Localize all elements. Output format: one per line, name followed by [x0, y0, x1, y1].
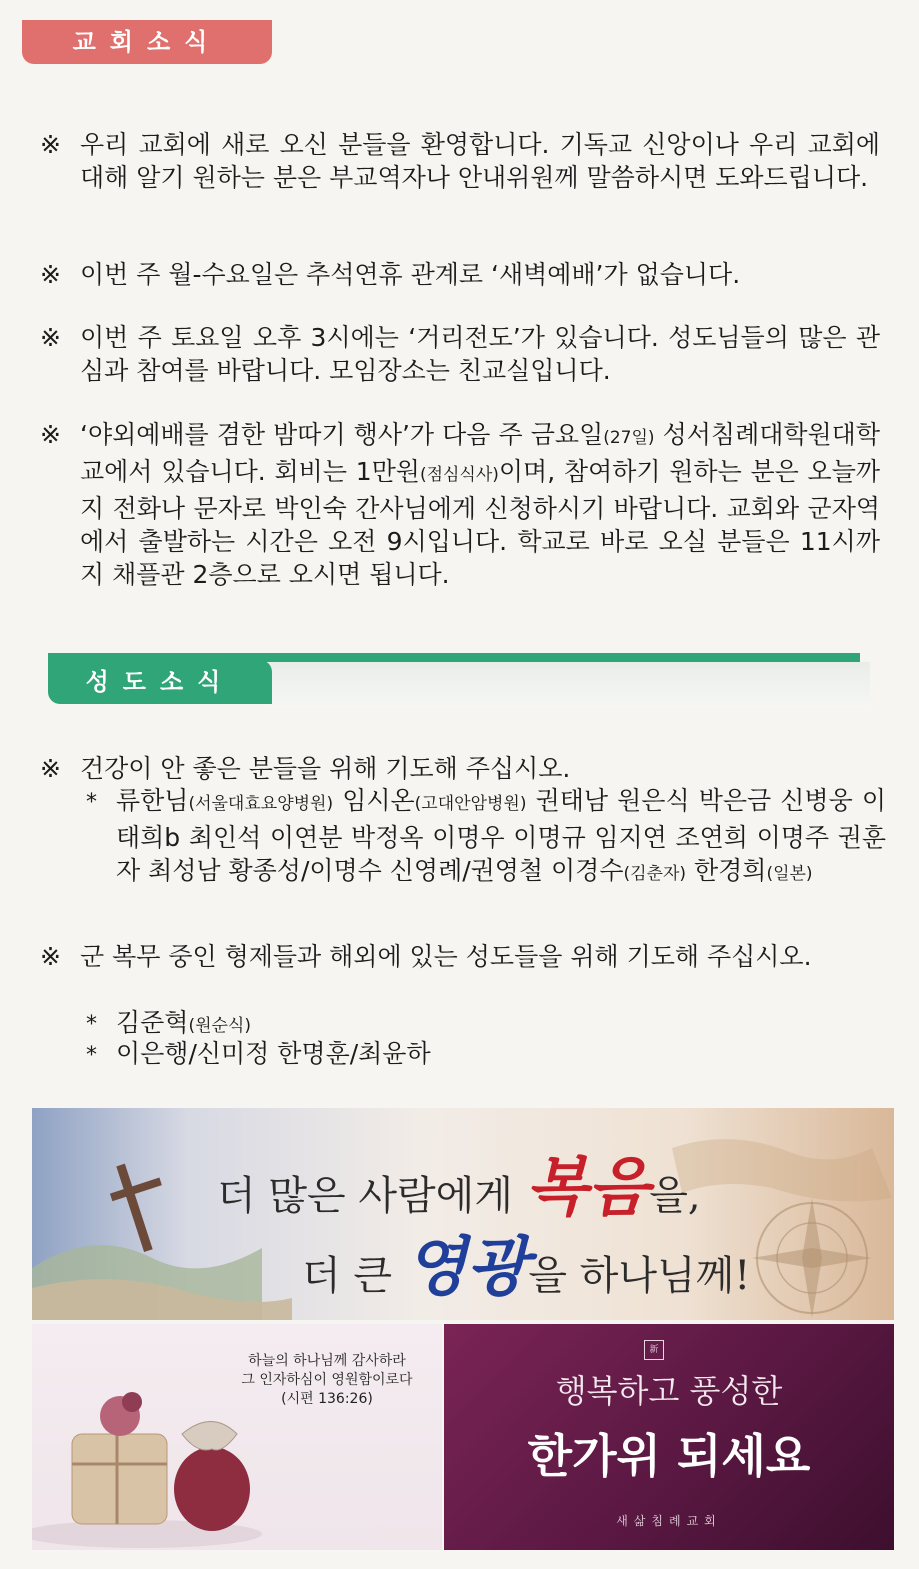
bullet-star: * — [86, 790, 97, 815]
military-member-item: * 김준혁(원순식) — [86, 1006, 886, 1043]
highlight-gospel: 복음 — [525, 1150, 650, 1225]
section-header-band — [260, 662, 870, 708]
banner-line-1: 더 많은 사람에게 복음을, — [217, 1150, 701, 1225]
reference-mark: ※ — [40, 130, 61, 159]
church-name: 새삶침례교회 — [616, 1514, 722, 1528]
reference-mark: ※ — [40, 260, 61, 289]
greeting-line-2: 한가위 되세요 — [527, 1429, 811, 1483]
notice-dawn-service: ※ 이번 주 월-수요일은 추석연휴 관계로 ‘새벽예배’가 없습니다. — [40, 260, 741, 289]
bullet-star: * — [86, 1043, 97, 1068]
reference-mark: ※ — [40, 420, 61, 449]
section-title-member-news: 성도소식 — [48, 660, 272, 704]
greeting-line-1: 행복하고 풍성한 — [555, 1372, 783, 1410]
reference-mark: ※ — [40, 323, 61, 352]
thanksgiving-verse-panel — [32, 1324, 442, 1550]
notice-welcome: ※ 우리 교회에 새로 오신 분들을 환영합니다. 기독교 신앙이나 우리 교회에 대해 알기 원하는 분은 부교역자나 안내위원께 말씀하시면 도와드립니다. — [40, 130, 880, 192]
chuseok-greeting-panel — [444, 1324, 894, 1550]
notice-street-evangelism: ※ 이번 주 토요일 오후 3시에는 ‘거리전도’가 있습니다. 성도님들의 많은 관심과 참여를 바랍니다. 모임장소는 친교실입니다. — [40, 323, 880, 385]
gospel-banner — [32, 1108, 894, 1320]
highlight-glory: 영광 — [404, 1230, 529, 1305]
reference-mark: ※ — [40, 942, 61, 971]
bullet-star: * — [86, 1012, 97, 1037]
sick-member-list: * 류한님(서울대효요양병원) 임시온(고대안암병원) 권태남 원은식 박은금 신병웅 이태희b 최인석 이연분 박정옥 이명우 이명규 임지연 조연희 이명주 권훈자 최성남 황종성/이명수 신영례/권영철 이경수(김춘자) 한경희(일본) — [86, 786, 887, 885]
section-title-church-news: 교회소식 — [22, 20, 272, 64]
reference-mark: ※ — [40, 754, 61, 783]
bible-verse: 하늘의 하나님께 감사하라 그 인자하심이 영원함이로다 (시편 136:26) — [241, 1353, 413, 1407]
prayer-request-health: ※ 건강이 안 좋은 분들을 위해 기도해 주십시오. — [40, 754, 571, 783]
overseas-member-item: * 이은행/신미정 한명훈/최윤하 — [86, 1037, 886, 1070]
notice-outdoor-service: ※ ‘야외예배를 겸한 밤따기 행사’가 다음 주 금요일(27일) 성서침례대학원대학교에서 있습니다. 회비는 1만원(점심식사)이며, 참여하기 원하는 분은 오늘까지 전화나 문자로 박인숙 간사님에게 신청하시기 바랍니다. 교회와 군자역에서 출발하는 시간은 오전 9시입니다. 학교로 바로 오실 분들은 11시까지 채플관 2층으로 오시면 됩니다. — [40, 420, 881, 589]
banner-line-2: 더 큰 영광을 하나님께! — [302, 1230, 751, 1305]
seal-stamp: 新 — [644, 1340, 664, 1360]
prayer-request-military-overseas: ※ 군 복무 중인 형제들과 해외에 있는 성도들을 위해 기도해 주십시오. — [40, 942, 812, 971]
